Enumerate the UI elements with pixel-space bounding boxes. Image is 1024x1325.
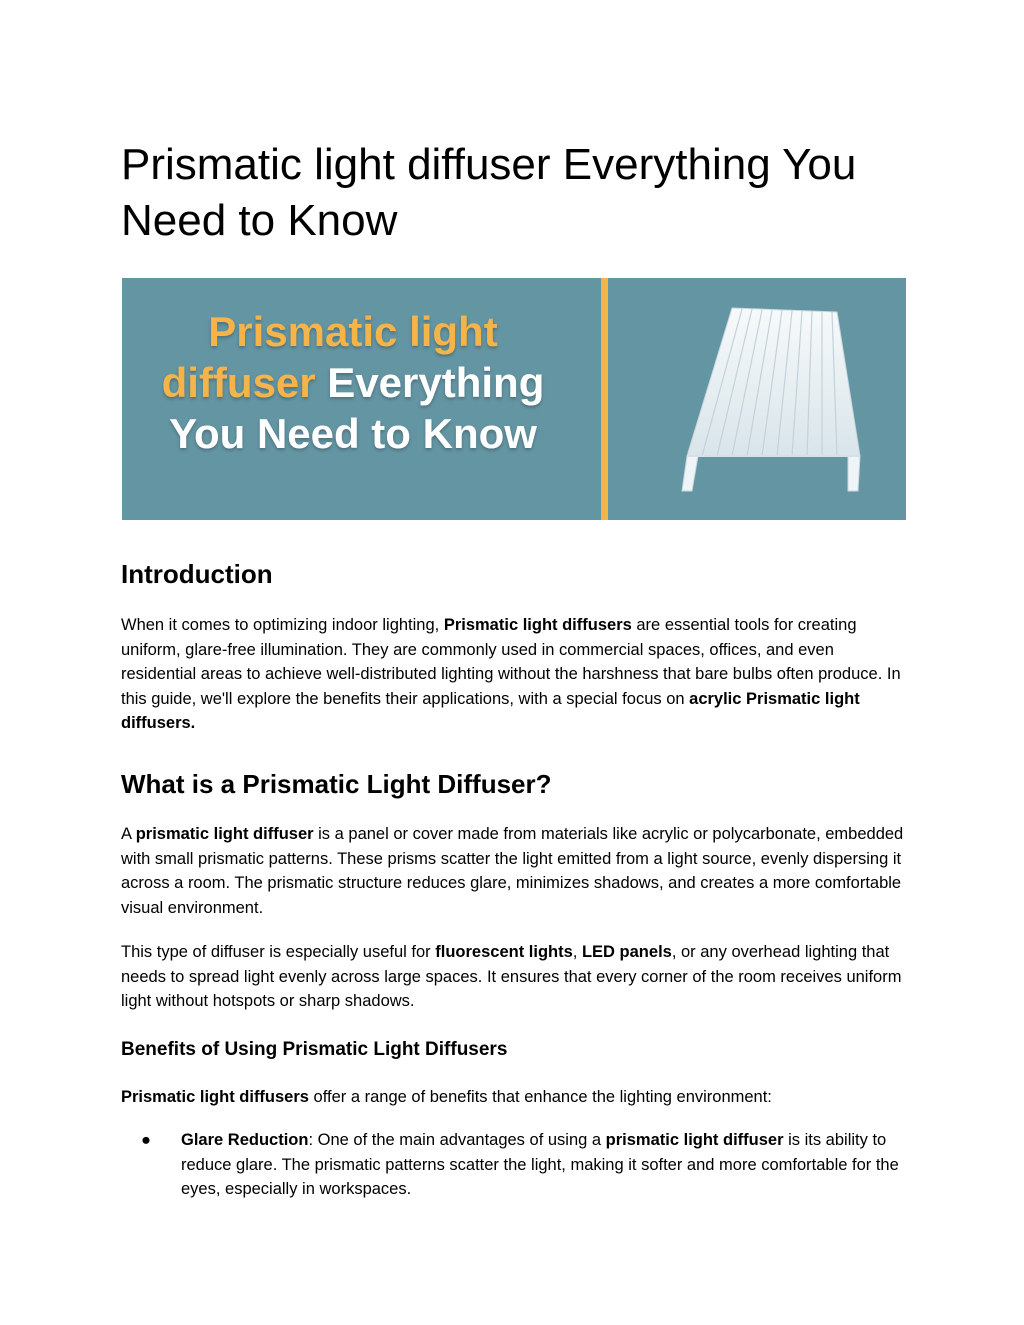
banner-title-rest: Everything (315, 359, 545, 406)
banner-title-line3: You Need to Know (169, 410, 537, 457)
banner-divider (601, 278, 608, 520)
what-paragraph-2 (121, 940, 907, 1014)
benefits-heading: Benefits of Using Prismatic Light Diffusers (121, 1039, 508, 1060)
what-heading: What is a Prismatic Light Diffuser? (121, 769, 552, 799)
list-item-text-a: : One of the main advantages of using a (308, 1131, 606, 1149)
what-bold: prismatic light diffuser (135, 825, 314, 843)
page-title: Prismatic light diffuser Everything You Need to Know (121, 140, 857, 245)
banner-title-accent: diffuser (161, 359, 316, 406)
intro-text-a: When it comes to optimizing indoor lighting, (121, 616, 444, 634)
what-paragraph-1 (121, 822, 907, 920)
list-item-text-b: is its ability to reduce glare. The prismatic patterns scatter the light, making it softer and more comfortable for the eyes, especially in workspaces. (181, 1131, 899, 1198)
bullet-icon: ● (141, 1131, 151, 1149)
banner-image (122, 278, 906, 520)
what-p2-text-b: , or any overhead lighting that needs to spread light evenly across large spaces. It ensures that every corner of the room receives uniform light without hotspots or sharp shadows. (121, 943, 902, 1010)
list-item-label: Glare Reduction (181, 1131, 309, 1149)
benefits-list (121, 1128, 907, 1202)
what-p2-sep: , (572, 943, 582, 961)
list-item-bold: prismatic light diffuser (605, 1131, 784, 1149)
intro-heading: Introduction (121, 559, 273, 589)
banner-title (122, 306, 584, 459)
intro-bold-2: acrylic Prismatic light diffusers. (121, 689, 860, 732)
intro-bold: Prismatic light diffusers (443, 616, 632, 634)
list-item (121, 1128, 907, 1202)
what-text-a: A (121, 825, 136, 843)
diffuser-product-illustration (662, 306, 862, 496)
banner-title-line1: Prismatic light (208, 308, 498, 355)
banner-title-line2 (122, 357, 584, 408)
what-p2-bold-2: LED panels (581, 943, 672, 961)
intro-paragraph (121, 613, 907, 736)
intro-text-b: are essential tools for creating uniform, glare-free illumination. They are commonly used in commercial spaces, offices, and even residential areas to achieve well-distributed lighting without the harshness that bare bulbs often produce. In this guide, we'll explore the benefits their applications, with a special focus on (121, 616, 901, 708)
what-p2-bold-1: fluorescent lights (435, 943, 573, 961)
benefits-intro-bold: Prismatic light diffusers (121, 1088, 309, 1106)
benefits-intro-text: offer a range of benefits that enhance the lighting environment: (308, 1088, 772, 1106)
what-text-b: is a panel or cover made from materials like acrylic or polycarbonate, embedded with small prismatic patterns. These prisms scatter the light emitted from a light source, evenly dispersing it across a room. The prismatic structure reduces glare, minimizes shadows, and creates a more comfortable visual environment. (121, 825, 904, 917)
what-p2-text-a: This type of diffuser is especially useful for (121, 943, 436, 961)
benefits-intro (121, 1085, 907, 1110)
